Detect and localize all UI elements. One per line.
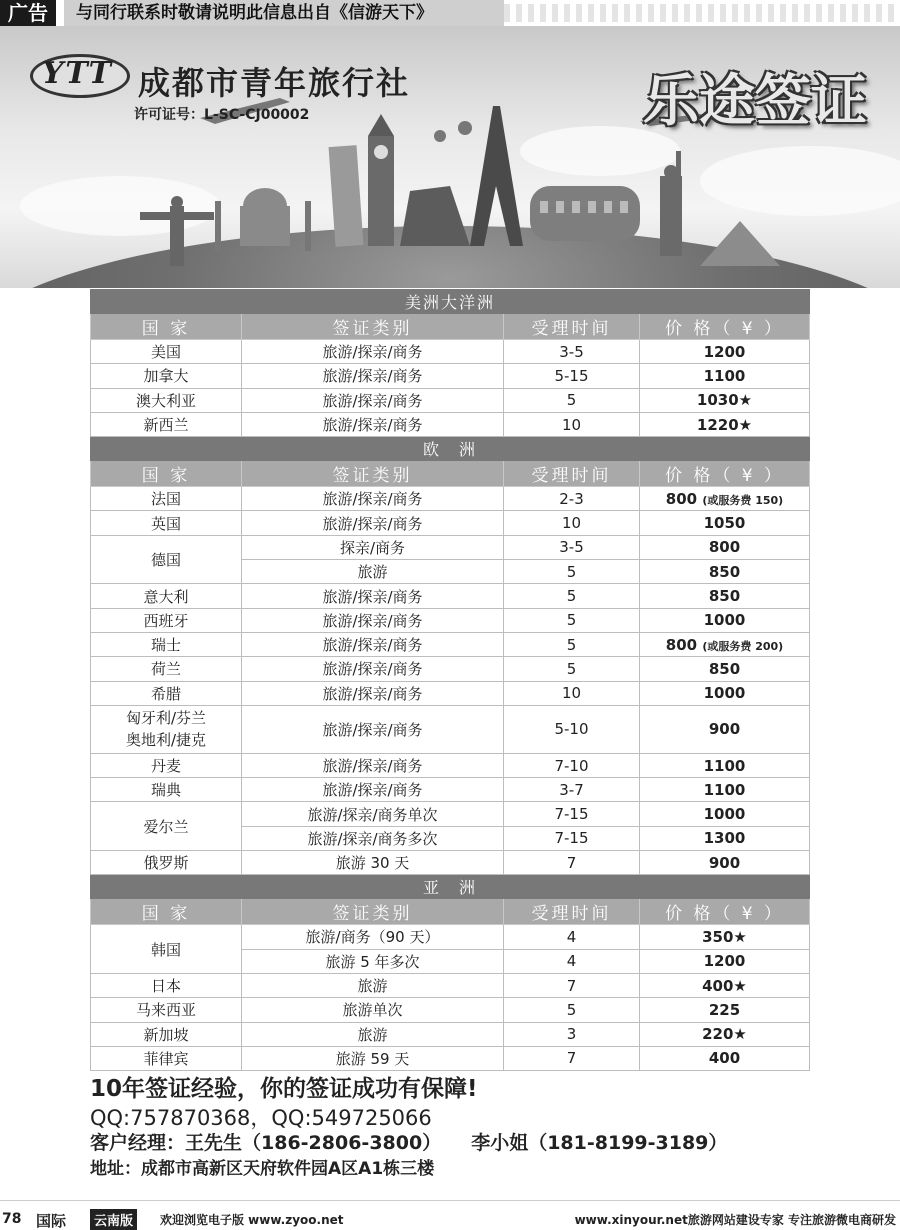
address: 地址：成都市高新区天府软件园A区A1栋三楼 <box>90 1159 435 1179</box>
table-row: 日本 旅游 7 400★ <box>91 973 810 997</box>
manager-li: 李小姐（181-8199-3189） <box>471 1132 728 1154</box>
qq-contacts: QQ:757870368，QQ:549725066 <box>90 1106 432 1130</box>
manager-wang: 客户经理：王先生（186-2806-3800） <box>90 1132 442 1154</box>
table-row: 爱尔兰 旅游/探亲/商务单次 7-15 1000 <box>91 802 810 826</box>
table-row: 瑞士 旅游/探亲/商务 5 800 (或服务费 200) <box>91 632 810 656</box>
section-label: 国际 <box>36 1212 67 1230</box>
table-row: 新加坡 旅游 3 220★ <box>91 1022 810 1046</box>
edition-badge: 云南版 <box>90 1209 137 1230</box>
table-row: 英国 旅游/探亲/商务 10 1050 <box>91 511 810 535</box>
table-row: 匈牙利/芬兰 奥地利/捷克 旅游/探亲/商务 5-10 900 <box>91 705 810 753</box>
ad-tag: 广告 <box>0 0 56 26</box>
account-managers <box>90 1128 757 1155</box>
region-header: 美洲大洋洲 <box>91 290 810 314</box>
product-title: 乐途签证 <box>643 69 867 134</box>
column-header-row: 国 家 签证类别 受理时间 价 格（ ¥ ） <box>91 899 810 925</box>
table-row: 丹麦 旅游/探亲/商务 7-10 1100 <box>91 753 810 777</box>
visa-price-table <box>90 289 809 1071</box>
agency-name: 成都市青年旅行社 <box>138 64 411 102</box>
column-header-row: 国 家 签证类别 受理时间 价 格（ ¥ ） <box>91 461 810 487</box>
table-row: 旅游 5 年多次 4 1200 <box>91 949 810 973</box>
slogan: 10年签证经验，你的签证成功有保障! <box>90 1076 478 1102</box>
table-row: 德国 探亲/商务 3-5 800 <box>91 535 810 559</box>
table-row: 法国 旅游/探亲/商务 2-3 800 (或服务费 150) <box>91 487 810 511</box>
region-header: 亚 洲 <box>91 875 810 899</box>
table-row: 旅游/探亲/商务多次 7-15 1300 <box>91 826 810 850</box>
license-number: 许可证号：L-SC-CJ00002 <box>134 107 310 123</box>
page-footer-bar <box>0 1200 900 1230</box>
table-row: 韩国 旅游/商务（90 天） 4 350★ <box>91 925 810 949</box>
table-row: 马来西亚 旅游单次 5 225 <box>91 998 810 1022</box>
header-banner <box>0 26 900 288</box>
table-row: 荷兰 旅游/探亲/商务 5 850 <box>91 657 810 681</box>
decorative-pattern <box>504 4 900 22</box>
sponsor-text[interactable]: www.xinyour.net旅游网站建设专家 专注旅游微电商研发 <box>574 1213 896 1227</box>
top-ad-bar <box>0 0 900 26</box>
table-row: 意大利 旅游/探亲/商务 5 850 <box>91 584 810 608</box>
table-row: 菲律宾 旅游 59 天 7 400 <box>91 1046 810 1070</box>
table-row: 旅游 5 850 <box>91 560 810 584</box>
page-number: 78 <box>2 1211 22 1227</box>
table-row: 瑞典 旅游/探亲/商务 3-7 1100 <box>91 778 810 802</box>
table-row: 西班牙 旅游/探亲/商务 5 1000 <box>91 608 810 632</box>
table-row: 加拿大 旅游/探亲/商务 5-15 1100 <box>91 364 810 388</box>
table-row: 希腊 旅游/探亲/商务 10 1000 <box>91 681 810 705</box>
column-header-row: 国 家 签证类别 受理时间 价 格（ ¥ ） <box>91 314 810 340</box>
ezine-link[interactable]: 欢迎浏览电子版 www.zyoo.net <box>160 1213 344 1227</box>
table-row: 俄罗斯 旅游 30 天 7 900 <box>91 851 810 875</box>
table-row: 美国 旅游/探亲/商务 3-5 1200 <box>91 340 810 364</box>
table-row: 新西兰 旅游/探亲/商务 10 1220★ <box>91 412 810 436</box>
region-header: 欧 洲 <box>91 437 810 461</box>
source-notice: 与同行联系时敬请说明此信息出自《信游天下》 <box>64 0 504 26</box>
logo-letters: YTT <box>42 56 113 91</box>
table-row: 澳大利亚 旅游/探亲/商务 5 1030★ <box>91 388 810 412</box>
